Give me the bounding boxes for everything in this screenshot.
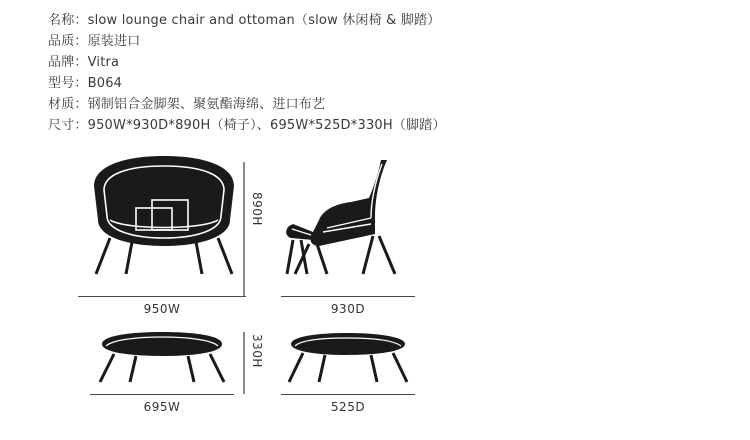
chair-front-baseline bbox=[78, 296, 246, 297]
ottoman-front-silhouette bbox=[92, 330, 232, 390]
spec-row-brand: 品牌：Vitra bbox=[48, 55, 120, 70]
spec-row-size: 尺寸：950W*930D*890H（椅子）、695W*525D*330H（脚踏） bbox=[48, 118, 446, 133]
chair-front-caption: 950W bbox=[143, 302, 181, 316]
chair-side-silhouette bbox=[283, 150, 413, 290]
ottoman-front-view bbox=[92, 330, 232, 414]
dimension-drawings bbox=[0, 150, 750, 440]
spec-row-material: 材质：钢制铝合金脚架、聚氨酯海绵、进口布艺 bbox=[48, 97, 326, 112]
specification-list bbox=[48, 10, 708, 136]
ottoman-side-silhouette bbox=[283, 330, 413, 390]
chair-height-label: 890H bbox=[250, 192, 264, 226]
spec-row-model: 型号：B064 bbox=[48, 76, 123, 91]
chair-height-dimension-bar bbox=[243, 162, 245, 296]
ottoman-side-baseline bbox=[281, 394, 415, 395]
ottoman-front-caption: 695W bbox=[143, 400, 181, 414]
ottoman-height-dimension-bar bbox=[243, 332, 245, 394]
chair-side-baseline bbox=[281, 296, 415, 297]
chair-side-caption: 930D bbox=[330, 302, 366, 316]
ottoman-side-view bbox=[283, 330, 413, 414]
spec-row-quality: 品质：原装进口 bbox=[48, 34, 141, 49]
ottoman-height-label: 330H bbox=[250, 334, 264, 368]
ottoman-side-caption: 525D bbox=[330, 400, 366, 414]
ottoman-front-baseline bbox=[90, 394, 234, 395]
chair-side-view bbox=[283, 150, 413, 316]
chair-front-silhouette bbox=[80, 150, 250, 290]
spec-row-name: 名称：slow lounge chair and ottoman（slow 休闲椅 & 脚踏） bbox=[48, 13, 441, 28]
chair-front-view bbox=[80, 150, 250, 316]
